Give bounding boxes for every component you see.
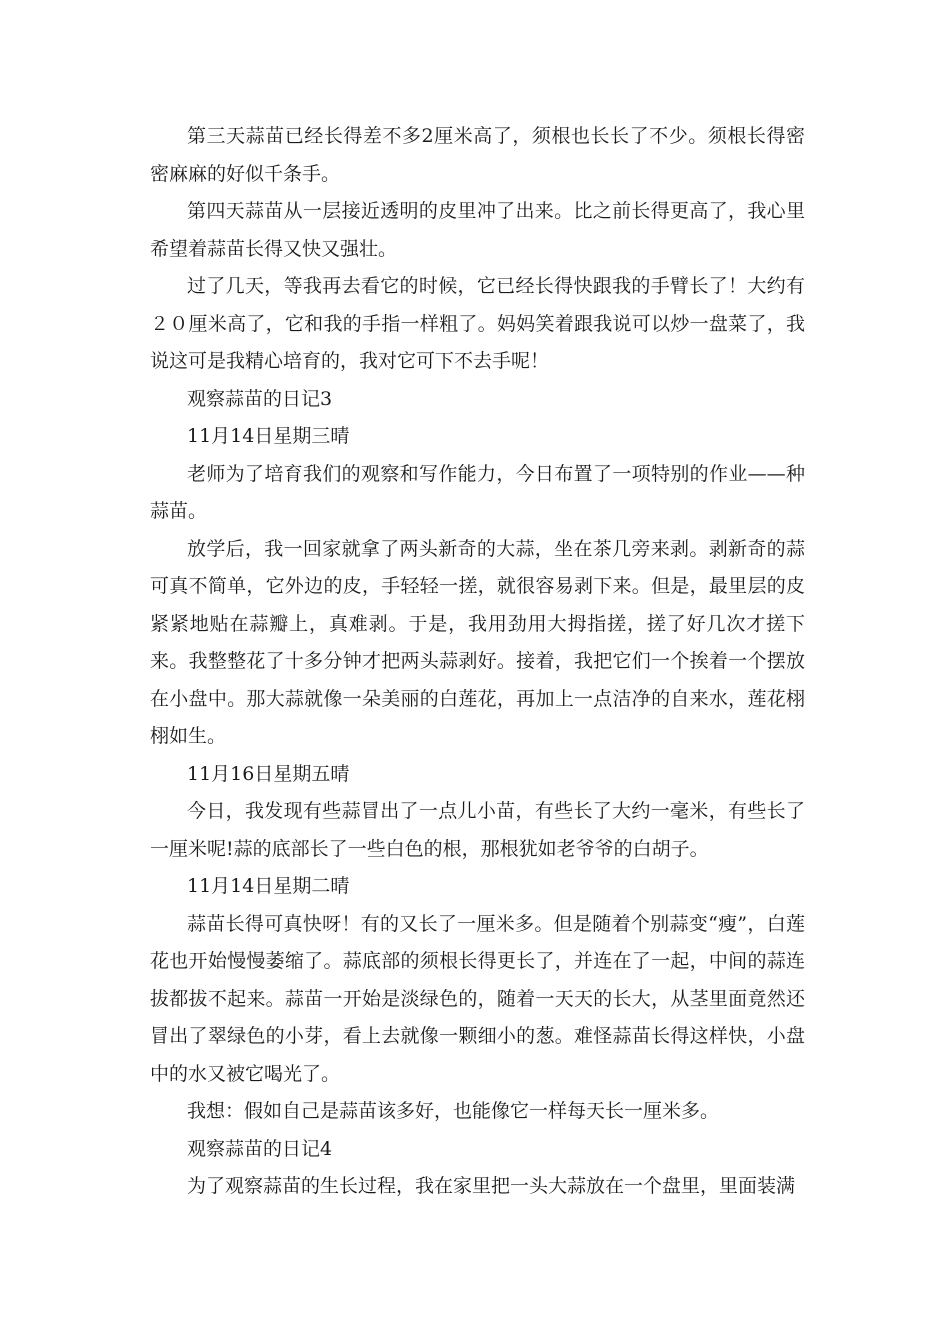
paragraph-my-thought: 我想：假如自己是蒜苗该多好，也能像它一样每天长一厘米多。 [187,1100,720,1122]
paragraph-fast-growth: 蒜苗长得可真快呀！有的又长了一厘米多。但是随着个别蒜变“瘦”，白莲花也开始慢慢萎缩了。蒜底部的须根长得更长了，并连在了一起，中间的蒜连拔都拔不起来。蒜苗一开始是淡绿色的，随着一天天的长大，从茎里面竟然还冒出了翠绿色的小芽，看上去就像一颗细小的葱。难怪蒜苗长得这样快，小盘中的水又被它喝光了。 [150,912,805,1085]
paragraph-day4: 第四天蒜苗从一层接近透明的皮里冲了出来。比之前长得更高了，我心里希望着蒜苗长得又快又强壮。 [150,200,805,260]
paragraph-peeling-garlic: 放学后，我一回家就拿了两头新奇的大蒜，坐在茶几旁来剥。剥新奇的蒜可真不简单，它外边的皮，手轻轻一搓，就很容易剥下来。但是，最里层的皮紧紧地贴在蒜瓣上，真难剥。于是，我用劲用大拇指搓，搓了好几次才搓下来。我整整花了十多分钟才把两头蒜剥好。接着，我把它们一个挨着一个摆放在小盘中。那大蒜就像一朵美丽的白莲花，再加上一点洁净的自来水，莲花栩栩如生。 [150,537,805,747]
paragraph-few-days-later: 过了几天，等我再去看它的时候，它已经长得快跟我的手臂长了！大约有２０厘米高了，它和我的手指一样粗了。妈妈笑着跟我说可以炒一盘菜了，我说这可是我精心培育的，我对它可下不去手呢！ [150,275,805,372]
paragraph-sprouts-appear: 今日，我发现有些蒜冒出了一点儿小苗，有些长了大约一毫米，有些长了一厘米呢!蒜的底部长了一些白色的根，那根犹如老爷爷的白胡子。 [150,800,805,860]
paragraph-teacher-assignment: 老师为了培育我们的观察和写作能力，今日布置了一项特别的作业——种蒜苗。 [150,462,805,522]
paragraph-observation-setup: 为了观察蒜苗的生长过程，我在家里把一头大蒜放在一个盘里，里面装满 [187,1175,796,1197]
document-body [150,118,805,1206]
section-title-diary-3: 观察蒜苗的日记3 [187,387,333,410]
paragraph-day3: 第三天蒜苗已经长得差不多2厘米高了，须根也长长了不少。须根长得密密麻麻的好似千条手。 [150,125,805,185]
date-heading-nov-16: 11月16日星期五晴 [187,762,350,785]
section-title-diary-4: 观察蒜苗的日记4 [187,1137,333,1160]
date-heading-nov-14-tuesday: 11月14日星期二晴 [187,875,350,897]
date-heading-nov-14: 11月14日星期三晴 [187,425,350,447]
